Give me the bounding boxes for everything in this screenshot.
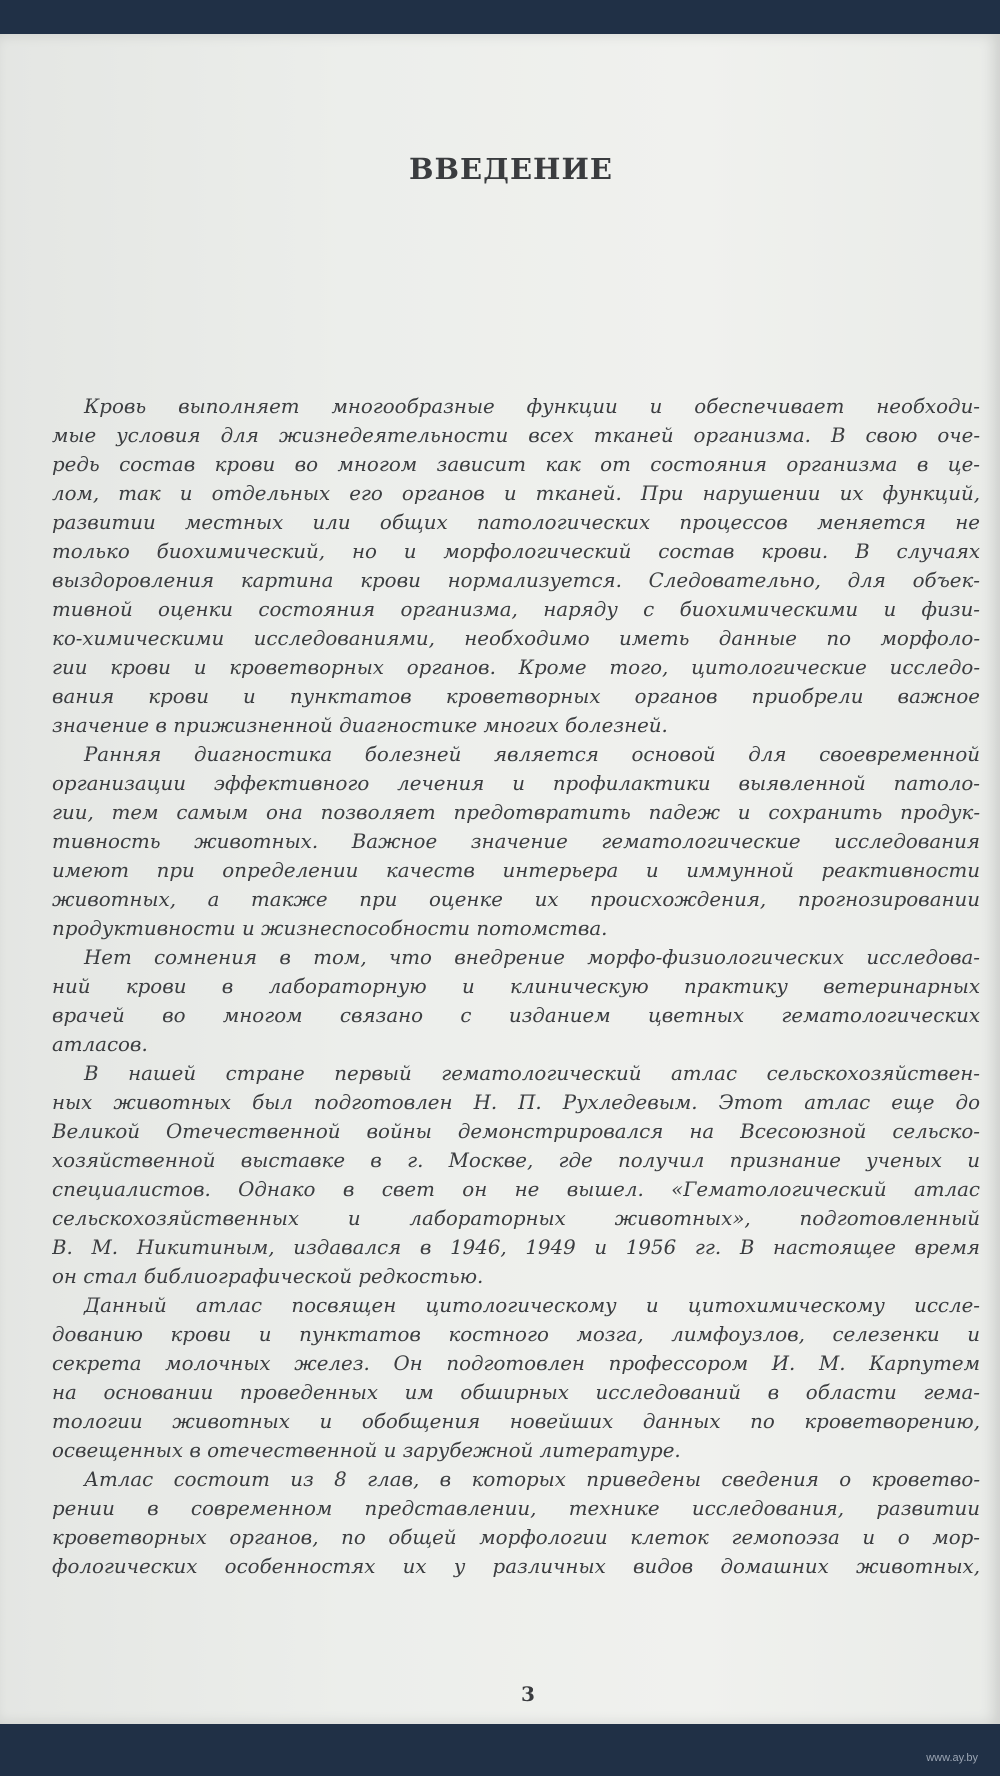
text-line: дованию крови и пунктатов костного мозга, лимфоузлов, селезенки и [52, 1323, 980, 1346]
text-line: Ранняя диагностика болезней является основой для своевременной [84, 743, 980, 766]
text-line: тологии животных и обобщения новейших данных по кроветворению, [52, 1410, 980, 1433]
text-line: рении в современном представлении, технике исследования, развитии [52, 1497, 980, 1520]
text-line: гии, тем самым она позволяет предотвратить падеж и сохранить продук- [52, 801, 980, 824]
text-line: продуктивности и жизнеспособности потомства. [52, 917, 608, 940]
book-page [0, 34, 1000, 1724]
text-line: специалистов. Однако в свет он не вышел. «Гематологический атлас [52, 1178, 980, 1201]
text-line: только биохимический, но и морфологический состав крови. В случаях [52, 540, 980, 563]
text-line: В нашей стране первый гематологический атлас сельскохозяйствен- [84, 1062, 980, 1085]
text-line: фологических особенностях их у различных видов домашних животных, [52, 1555, 980, 1578]
text-line: Великой Отечественной войны демонстрировался на Всесоюзной сельско- [52, 1120, 980, 1143]
text-line: Атлас состоит из 8 глав, в которых приведены сведения о кроветво- [84, 1468, 980, 1491]
text-line: Нет сомнения в том, что внедрение морфо-физиологических исследова- [84, 946, 980, 969]
text-line: врачей во многом связано с изданием цветных гематологических [52, 1004, 980, 1027]
text-line: тивность животных. Важное значение гематологические исследования [52, 830, 980, 853]
text-line: значение в прижизненной диагностике многих болезней. [52, 714, 668, 737]
text-line: лом, так и отдельных его органов и тканей. При нарушении их функций, [52, 482, 980, 505]
text-line: ко-химическими исследованиями, необходимо иметь данные по морфоло- [52, 627, 980, 650]
text-line: сельскохозяйственных и лабораторных животных», подготовленный [52, 1207, 980, 1230]
text-line: животных, а также при оценке их происхождения, прогнозировании [52, 888, 980, 911]
text-line: ных животных был подготовлен Н. П. Рухледевым. Этот атлас еще до [52, 1091, 980, 1114]
text-line: тивной оценки состояния организма, наряду с биохимическими и физи- [52, 598, 980, 621]
text-line: В. М. Никитиным, издавался в 1946, 1949 и 1956 гг. В настоящее время [52, 1236, 980, 1259]
page-number: 3 [521, 1682, 535, 1706]
text-line: он стал библиографической редкостью. [52, 1265, 484, 1288]
text-line: освещенных в отечественной и зарубежной литературе. [52, 1439, 681, 1462]
text-line: редь состав крови во многом зависит как от состояния организма в це- [52, 453, 980, 476]
text-line: имеют при определении качеств интерьера и иммунной реактивности [52, 859, 980, 882]
body-text [52, 392, 980, 1581]
watermark: www.ay.by [926, 1752, 978, 1764]
text-line: развитии местных или общих патологических процессов меняется не [52, 511, 980, 534]
text-line: атласов. [52, 1033, 148, 1056]
text-line: выздоровления картина крови нормализуется. Следовательно, для объек- [52, 569, 980, 592]
text-line: мые условия для жизнедеятельности всех тканей организма. В свою оче- [52, 424, 980, 447]
text-line: Данный атлас посвящен цитологическому и цитохимическому иссле- [84, 1294, 980, 1317]
text-line: вания крови и пунктатов кроветворных органов приобрели важное [52, 685, 980, 708]
text-line: организации эффективного лечения и профилактики выявленной патоло- [52, 772, 980, 795]
text-line: хозяйственной выставке в г. Москве, где получил признание ученых и [52, 1149, 980, 1172]
text-line: секрета молочных желез. Он подготовлен профессором И. М. Карпутем [52, 1352, 980, 1375]
text-line: кроветворных органов, по общей морфологии клеток гемопоэза и о мор- [52, 1526, 980, 1549]
text-line: Кровь выполняет многообразные функции и обеспечивает необходи- [84, 395, 980, 418]
page-heading: ВВЕДЕНИЕ [409, 152, 613, 186]
text-line: на основании проведенных им обширных исследований в области гема- [52, 1381, 980, 1404]
text-line: ний крови в лабораторную и клиническую практику ветеринарных [52, 975, 980, 998]
text-line: гии крови и кроветворных органов. Кроме того, цитологические исследо- [52, 656, 980, 679]
